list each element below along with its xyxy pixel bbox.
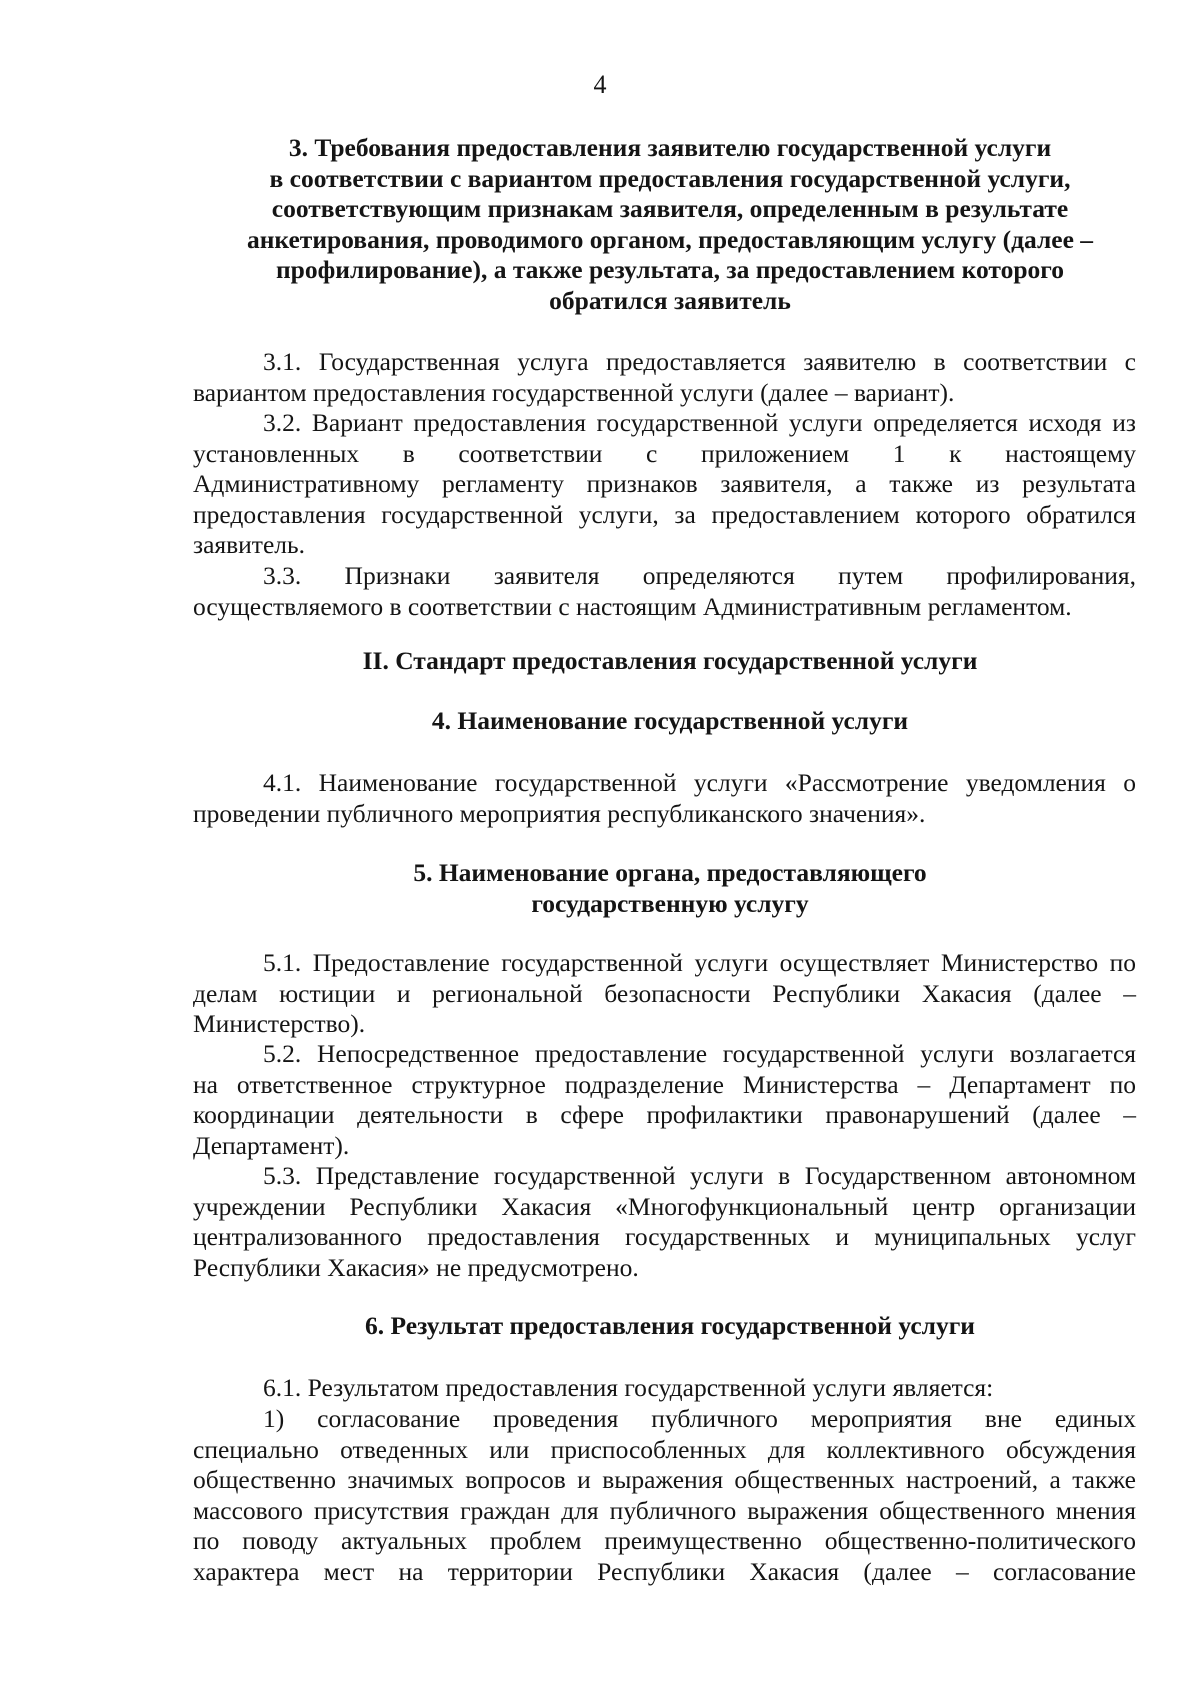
heading-line: соответствующим признакам заявителя, определенным в результате (271, 194, 1069, 223)
paragraph-5-2 (193, 1039, 1136, 1161)
text-line: координации деятельности в сфере профилактики правонарушений (далее – (193, 1100, 1136, 1130)
paragraph-5-3 (193, 1161, 1136, 1283)
text-line: 4.1. Наименование государственной услуги «Рассмотрение уведомления о (263, 768, 1136, 797)
text-line: 3.1. Государственная услуга предоставляется заявителю в соответствии с (263, 347, 1136, 376)
heading-line: в соответствии с вариантом предоставления государственной услуги, (269, 163, 1071, 193)
heading-line: анкетирования, проводимого органом, предоставляющим услугу (далее – (246, 224, 1094, 254)
text-line: Республики Хакасия» не предусмотрено. (193, 1252, 639, 1282)
text-line: общественно значимых вопросов и выражения общественных настроений, а также (193, 1465, 1136, 1495)
text-line: заявитель. (193, 530, 305, 560)
text-line: 5.2. Непосредственное предоставление государственной услуги возлагается (263, 1039, 1136, 1068)
section-6-heading: 6. Результат предоставления государственной услуги (365, 1311, 975, 1340)
text-line: 5.3. Представление государственной услуги в Государственном автономном (263, 1161, 1136, 1190)
heading-line: профилирование), а также результата, за предоставлением которого (275, 255, 1064, 284)
heading-line: государственную услугу (531, 888, 809, 918)
text-line: предоставления государственной услуги, за предоставлением которого обратился (193, 499, 1136, 529)
text-line: делам юстиции и региональной безопасности Республики Хакасия (далее – (193, 978, 1136, 1008)
paragraph-3-2 (193, 408, 1136, 561)
paragraph-3-3 (193, 561, 1136, 622)
text-line: вариантом предоставления государственной услуги (далее – вариант). (193, 377, 955, 407)
text-line: характера мест на территории Республики Хакасия (далее – согласование (193, 1556, 1136, 1586)
text-line: Департамент). (193, 1130, 350, 1160)
text-line: учреждении Республики Хакасия «Многофункциональный центр организации (193, 1191, 1136, 1221)
heading-line: 5. Наименование органа, предоставляющего (413, 858, 927, 887)
text-line: специально отведенных или приспособленных для коллективного обсуждения (193, 1434, 1136, 1464)
text-line: 3.2. Вариант предоставления государственной услуги определяется исходя из (263, 408, 1136, 437)
text-line: 6.1. Результатом предоставления государственной услуги является: (263, 1373, 994, 1402)
text-line: Министерство). (193, 1009, 366, 1039)
text-line: осуществляемого в соответствии с настоящим Административным регламентом. (193, 591, 1072, 621)
paragraph-5-1 (193, 948, 1136, 1040)
text-line: 3.3. Признаки заявителя определяются путем профилирования, (263, 561, 1136, 590)
list-item-1 (193, 1404, 1136, 1588)
text-line: на ответственное структурное подразделение Министерства – Департамент по (193, 1069, 1136, 1099)
paragraph-3-1 (193, 347, 1136, 408)
part-2-heading: II. Стандарт предоставления государственной услуги (362, 646, 978, 675)
page-number: 4 (593, 70, 607, 99)
text-line: централизованного предоставления государственных и муниципальных услуг (193, 1222, 1136, 1252)
text-line: 5.1. Предоставление государственной услуги осуществляет Министерство по (263, 948, 1136, 977)
text-line: Административному регламенту признаков заявителя, а также из результата (193, 469, 1136, 499)
heading-line: обратился заявитель (549, 285, 791, 315)
text-line: установленных в соответствии с приложением 1 к настоящему (193, 438, 1136, 468)
section-4-heading: 4. Наименование государственной услуги (431, 706, 909, 735)
text-line: по поводу актуальных проблем преимущественно общественно-политического (193, 1526, 1136, 1556)
heading-line: 3. Требования предоставления заявителю государственной услуги (288, 133, 1052, 162)
text-line: 1) согласование проведения публичного мероприятия вне единых (263, 1404, 1136, 1433)
section-5-heading (190, 858, 1150, 919)
text-line: проведении публичного мероприятия республиканского значения». (193, 798, 926, 828)
paragraph-6-1 (193, 1373, 1136, 1404)
paragraph-4-1 (193, 768, 1136, 829)
section-3-heading (190, 133, 1150, 316)
text-line: массового присутствия граждан для публичного выражения общественного мнения (193, 1495, 1136, 1525)
